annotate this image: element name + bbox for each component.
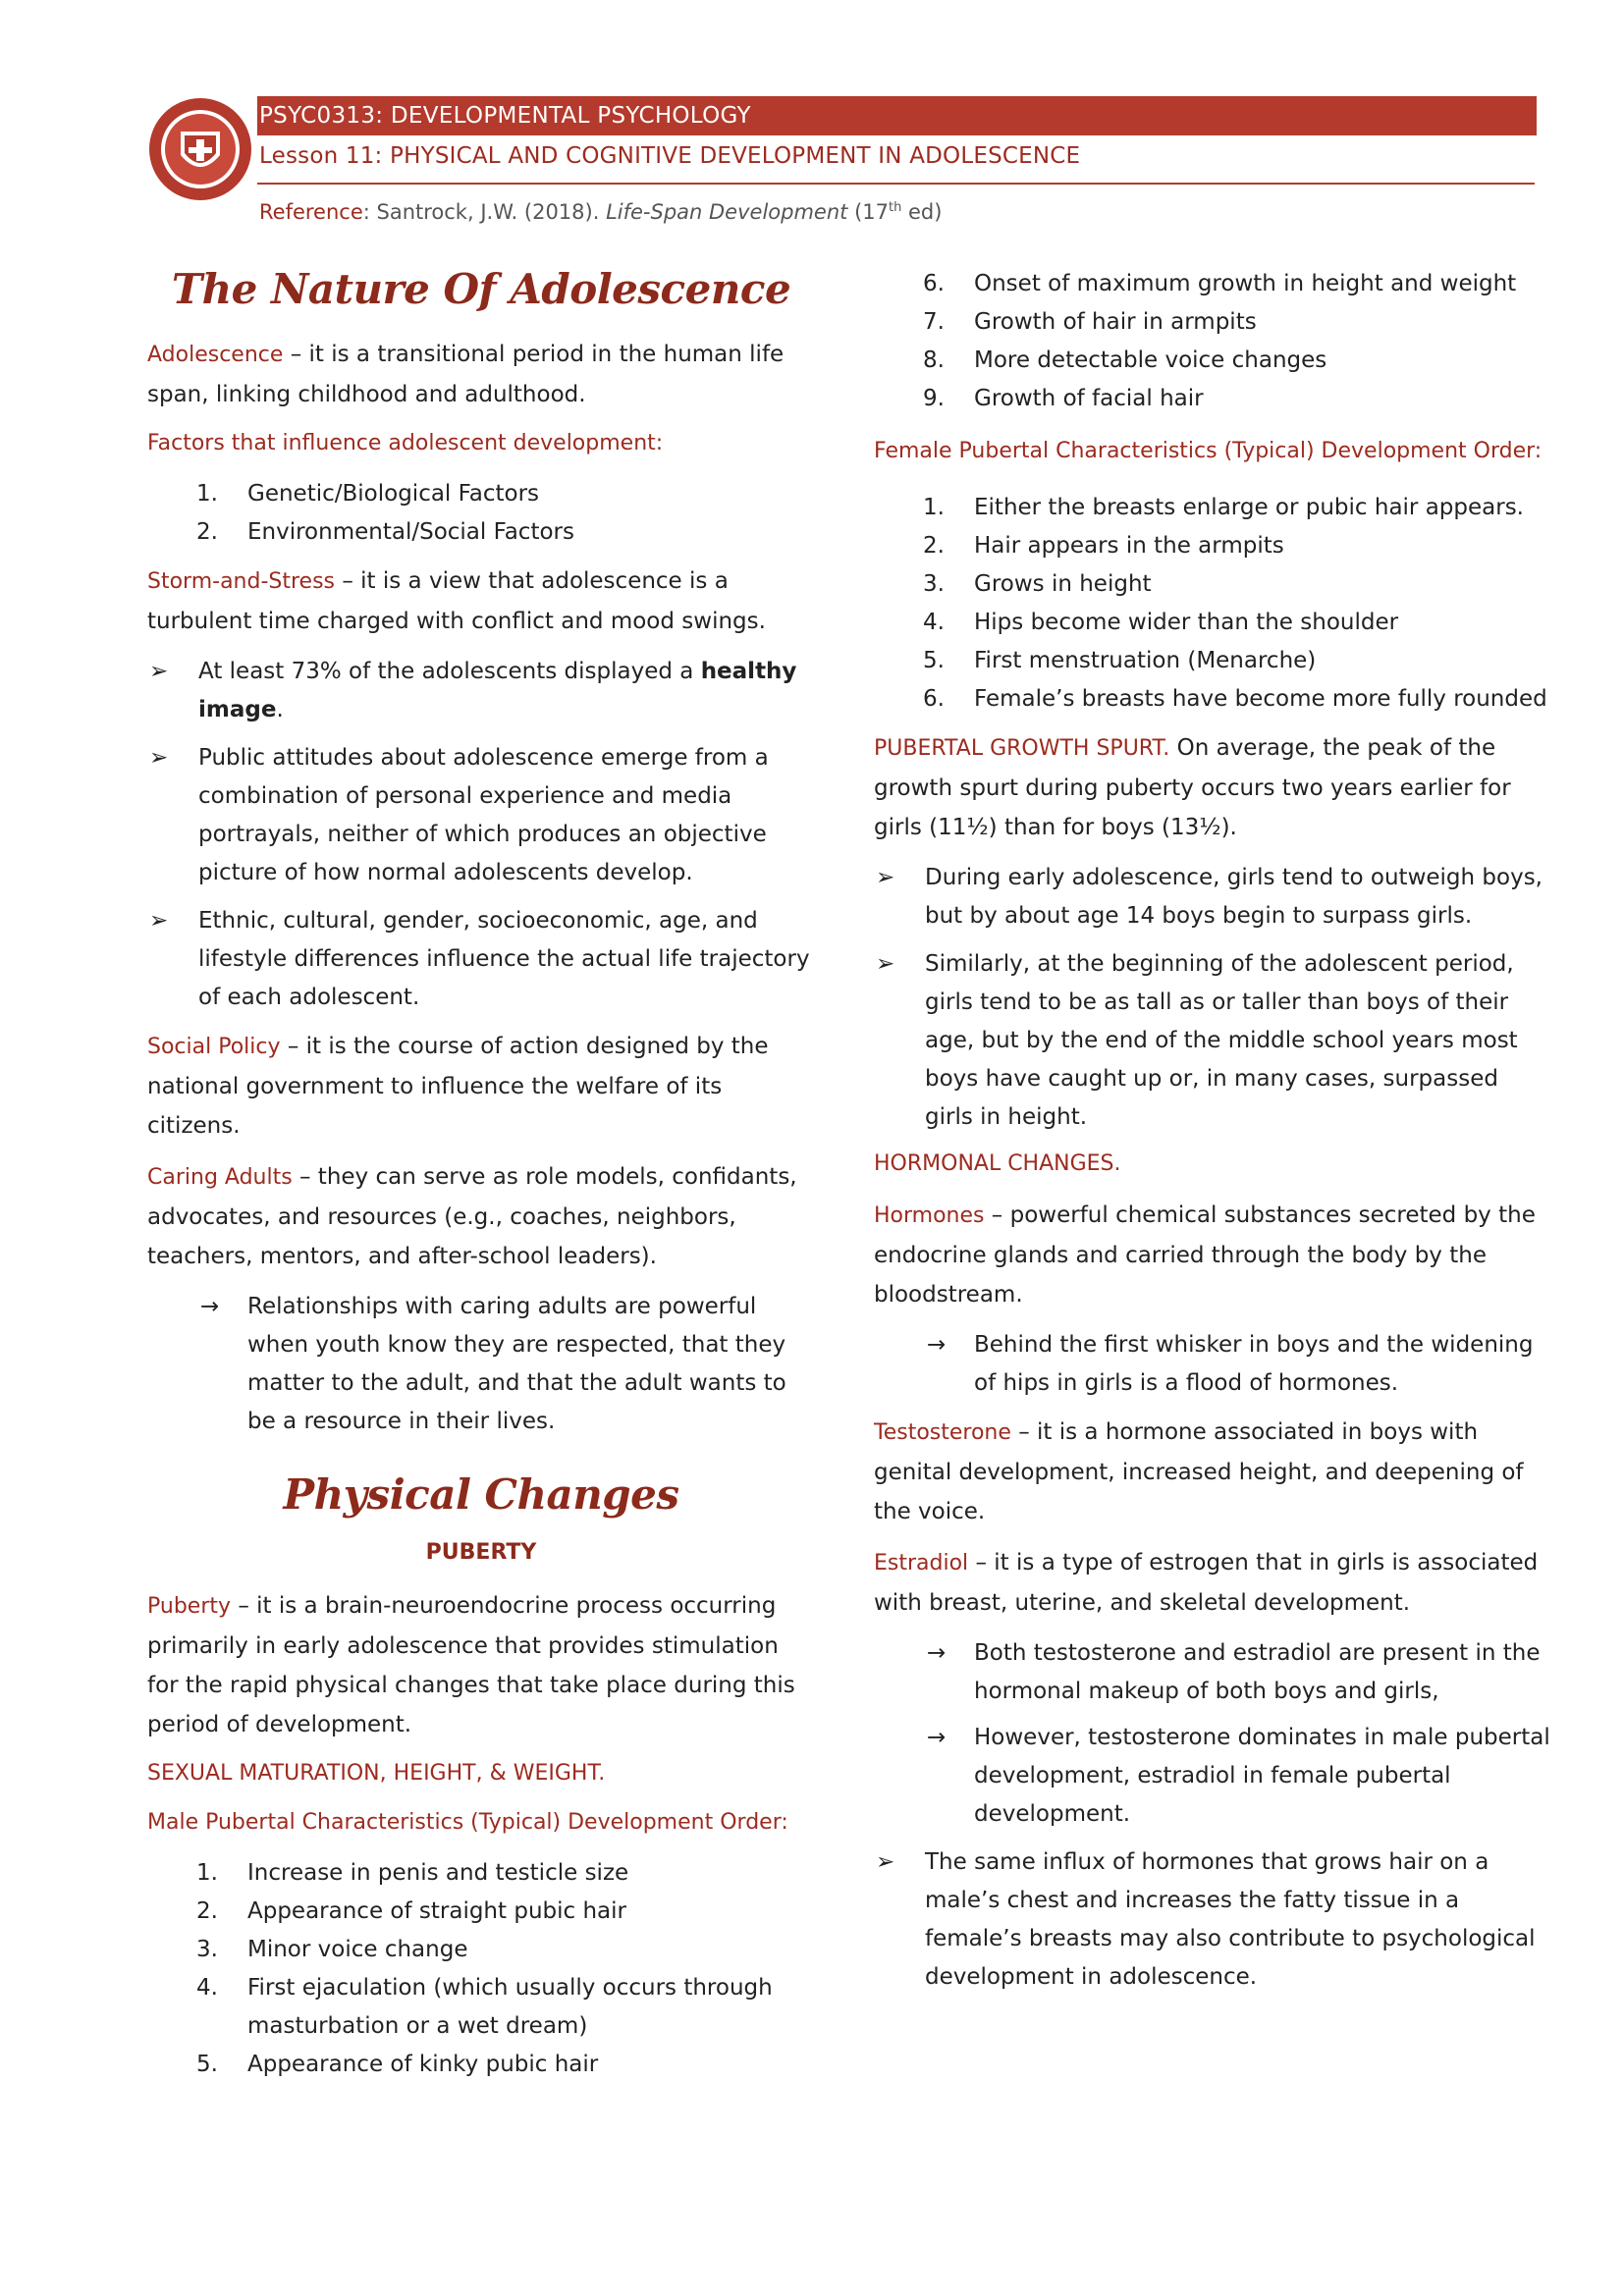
list-item: 7. Growth of hair in armpits xyxy=(923,309,1257,335)
male-item-text: Growth of hair in armpits xyxy=(974,309,1257,335)
list-item xyxy=(874,1634,1551,1711)
factors-list xyxy=(147,475,815,552)
puberty-subheading: PUBERTY xyxy=(425,1540,537,1565)
list-item: 1. Increase in penis and testicle size xyxy=(196,1860,629,1886)
arrowhead-bullet-icon: ➢ xyxy=(149,908,169,934)
factor-text: Genetic/Biological Factors xyxy=(247,481,540,507)
list-item: 3. Grows in height xyxy=(923,571,1152,597)
female-item-text: Either the breasts enlarge or pubic hair appears. xyxy=(974,495,1524,520)
male-item-text: Appearance of kinky pubic hair xyxy=(247,2052,599,2077)
list-item: 1. Genetic/Biological Factors xyxy=(196,481,540,507)
list-item xyxy=(874,1719,1551,1834)
reference-edition-pre: (17 xyxy=(847,200,889,224)
spurt-bullets xyxy=(874,859,1551,1137)
right-arrow-icon: → xyxy=(927,1332,947,1358)
puberty-def-text: – it is a brain-neuroendocrine process occurring primarily in early adolescence that provides stimulation for the rapid physical changes that take place during this period of development. xyxy=(147,1593,795,1737)
term-growth-spurt: PUBERTAL GROWTH SPURT. xyxy=(874,736,1170,761)
male-item-text: Minor voice change xyxy=(247,1937,468,1962)
estra-def-text: – it is a type of estrogen that in girls is associated with breast, uterine, and skeletal development. xyxy=(874,1550,1539,1616)
list-item: 4. Hips become wider than the shoulder xyxy=(923,610,1399,635)
storm-def-text: – it is a view that adolescence is a turbulent time charged with conflict and mood swings. xyxy=(147,568,766,634)
male-characteristics-heading: Male Pubertal Characteristics (Typical) Development Order: xyxy=(147,1810,788,1835)
social-policy-definition xyxy=(147,1027,815,1146)
list-item: 3. Minor voice change xyxy=(196,1937,468,1962)
male-list-continued xyxy=(874,265,1551,418)
list-item: 6. Onset of maximum growth in height and weight xyxy=(923,271,1517,296)
right-arrow-icon: → xyxy=(927,1725,947,1750)
list-item: 6. Female’s breasts have become more fully rounded xyxy=(923,686,1547,712)
bullet-text: During early adolescence, girls tend to outweigh boys, but by about age 14 boys begin to surpass girls. xyxy=(925,865,1543,929)
adolescence-def-text: – it is a transitional period in the human life span, linking childhood and adulthood. xyxy=(147,342,785,407)
list-item xyxy=(874,945,1551,1137)
caring-adults-definition xyxy=(147,1157,815,1276)
right-arrow-icon: → xyxy=(200,1294,220,1319)
puberty-definition xyxy=(147,1586,815,1744)
testosterone-definition xyxy=(874,1413,1551,1531)
list-item xyxy=(874,1326,1551,1403)
reference-edition-sup: th xyxy=(888,200,902,215)
reference-book-title: Life-Span Development xyxy=(606,200,848,224)
hormones-definition xyxy=(874,1196,1551,1314)
list-item xyxy=(147,902,815,1017)
list-item xyxy=(147,739,815,892)
policy-def-text: – it is the course of action designed by the national government to influence the welfare of its citizens. xyxy=(147,1034,769,1139)
female-item-text: Hair appears in the armpits xyxy=(974,533,1284,559)
reference-line xyxy=(259,200,942,224)
estradiol-arrows xyxy=(874,1634,1551,1834)
bullet-text: Similarly, at the beginning of the adolescent period, girls tend to be as tall as or taller than boys of their age, but by the end of the middle school years most boys have caught up or, in many cases, surpassed girls in height. xyxy=(925,951,1518,1130)
hormonal-changes-heading: HORMONAL CHANGES. xyxy=(874,1151,1121,1176)
right-column xyxy=(874,265,1551,2006)
left-column xyxy=(147,255,815,2094)
arrowhead-bullet-icon: ➢ xyxy=(876,865,895,890)
sexual-maturation-heading: SEXUAL MATURATION, HEIGHT, & WEIGHT. xyxy=(147,1761,606,1786)
list-item: 2. Environmental/Social Factors xyxy=(196,519,574,545)
lesson-title: Lesson 11: PHYSICAL AND COGNITIVE DEVELOPMENT IN ADOLESCENCE xyxy=(259,143,1081,169)
arrowhead-bullet-icon: ➢ xyxy=(876,951,895,977)
reference-edition-post: ed) xyxy=(901,200,943,224)
estradiol-definition xyxy=(874,1543,1551,1623)
bullet-bold-text: healthy image xyxy=(198,659,797,722)
male-item-text: Appearance of straight pubic hair xyxy=(247,1898,626,1924)
header-divider xyxy=(257,183,1535,185)
bullet-text: Public attitudes about adolescence emerge from a combination of personal experience and media portrayals, neither of which produces an objective picture of how normal adolescents develop. xyxy=(198,745,769,885)
arrow-text: Behind the first whisker in boys and the widening of hips in girls is a flood of hormones. xyxy=(974,1332,1534,1396)
term-social-policy: Social Policy xyxy=(147,1035,281,1059)
arrowhead-bullet-icon: ➢ xyxy=(149,745,169,771)
storm-bullets xyxy=(147,653,815,1017)
bullet-text: At least 73% of the adolescents displayed a xyxy=(198,659,701,684)
course-header-bar: PSYC0313: DEVELOPMENTAL PSYCHOLOGY xyxy=(257,96,1537,135)
male-item-text: More detectable voice changes xyxy=(974,347,1327,373)
final-bullets xyxy=(874,1843,1551,1997)
factors-heading: Factors that influence adolescent development: xyxy=(147,431,664,455)
list-item xyxy=(874,859,1551,935)
list-item: 1. Either the breasts enlarge or pubic hair appears. xyxy=(923,495,1524,520)
reference-author: : Santrock, J.W. (2018). xyxy=(362,200,607,224)
list-item xyxy=(147,653,815,729)
term-hormones: Hormones xyxy=(874,1203,985,1228)
storm-definition xyxy=(147,561,815,641)
section-title-nature: The Nature Of Adolescence xyxy=(171,265,791,313)
female-item-text: First menstruation (Menarche) xyxy=(974,648,1317,673)
bullet-text: The same influx of hormones that grows hair on a male’s chest and increases the fatty tissue in a female’s breasts may also contribute to psychological development in adolescence. xyxy=(925,1849,1536,1990)
term-adolescence: Adolescence xyxy=(147,343,284,367)
female-item-text: Female’s breasts have become more fully rounded xyxy=(974,686,1547,712)
list-item xyxy=(147,1288,815,1441)
female-item-text: Grows in height xyxy=(974,571,1152,597)
section-title-physical: Physical Changes xyxy=(283,1470,679,1519)
male-item-text: First ejaculation (which usually occurs through masturbation or a wet dream) xyxy=(247,1975,773,2039)
arrow-text: However, testosterone dominates in male pubertal development, estradiol in female pubertal development. xyxy=(974,1725,1550,1827)
list-item: 9. Growth of facial hair xyxy=(923,386,1204,411)
female-list xyxy=(874,489,1551,719)
arrowhead-bullet-icon: ➢ xyxy=(149,659,169,684)
factor-text: Environmental/Social Factors xyxy=(247,519,574,545)
term-testosterone: Testosterone xyxy=(874,1420,1011,1445)
arrowhead-bullet-icon: ➢ xyxy=(876,1849,895,1875)
female-characteristics-heading: Female Pubertal Characteristics (Typical) Development Order: xyxy=(874,439,1543,463)
list-item: 5. Appearance of kinky pubic hair xyxy=(196,2052,599,2077)
list-item: 2. Appearance of straight pubic hair xyxy=(196,1898,626,1924)
right-arrow-icon: → xyxy=(927,1640,947,1666)
spurt-def-text: On average, the peak of the growth spurt during puberty occurs two years earlier for girls (11½) than for boys (13½). xyxy=(874,735,1511,840)
list-item: 5. First menstruation (Menarche) xyxy=(923,648,1317,673)
arrow-text: Relationships with caring adults are powerful when youth know they are respected, that they matter to the adult, and that the adult wants to be a resource in their lives. xyxy=(247,1294,786,1434)
list-item: 8. More detectable voice changes xyxy=(923,347,1327,373)
bullet-text: Ethnic, cultural, gender, socioeconomic, age, and lifestyle differences influence the actual life trajectory of each adolescent. xyxy=(198,908,810,1010)
male-item-text: Growth of facial hair xyxy=(974,386,1204,411)
caring-arrows xyxy=(147,1288,815,1441)
term-storm-and-stress: Storm-and-Stress xyxy=(147,569,336,594)
male-list xyxy=(147,1854,815,2084)
adolescence-definition xyxy=(147,335,815,414)
hormones-arrows xyxy=(874,1326,1551,1403)
reference-label: Reference xyxy=(259,200,363,224)
male-item-text: Increase in penis and testicle size xyxy=(247,1860,629,1886)
testo-def-text: – it is a hormone associated in boys with genital development, increased height, and deepening of the voice. xyxy=(874,1419,1524,1524)
bullet-text-end: . xyxy=(276,697,284,722)
arrow-text: Both testosterone and estradiol are present in the hormonal makeup of both boys and girls, xyxy=(974,1640,1541,1704)
female-item-text: Hips become wider than the shoulder xyxy=(974,610,1399,635)
list-item: 4. First ejaculation (which usually occurs through masturbation or a wet dream) xyxy=(196,1975,773,2039)
caring-def-text: – they can serve as role models, confidants, advocates, and resources (e.g., coaches, neighbors, teachers, mentors, and after-school leaders). xyxy=(147,1164,797,1269)
term-caring-adults: Caring Adults xyxy=(147,1165,293,1190)
growth-spurt-definition xyxy=(874,728,1551,847)
male-item-text: Onset of maximum growth in height and weight xyxy=(974,271,1517,296)
list-item xyxy=(874,1843,1551,1997)
list-item: 2. Hair appears in the armpits xyxy=(923,533,1284,559)
term-puberty: Puberty xyxy=(147,1594,232,1619)
university-seal-logo xyxy=(147,96,253,202)
term-estradiol: Estradiol xyxy=(874,1551,969,1575)
hormones-def-text: – powerful chemical substances secreted by the endocrine glands and carried through the body by the bloodstream. xyxy=(874,1202,1536,1308)
